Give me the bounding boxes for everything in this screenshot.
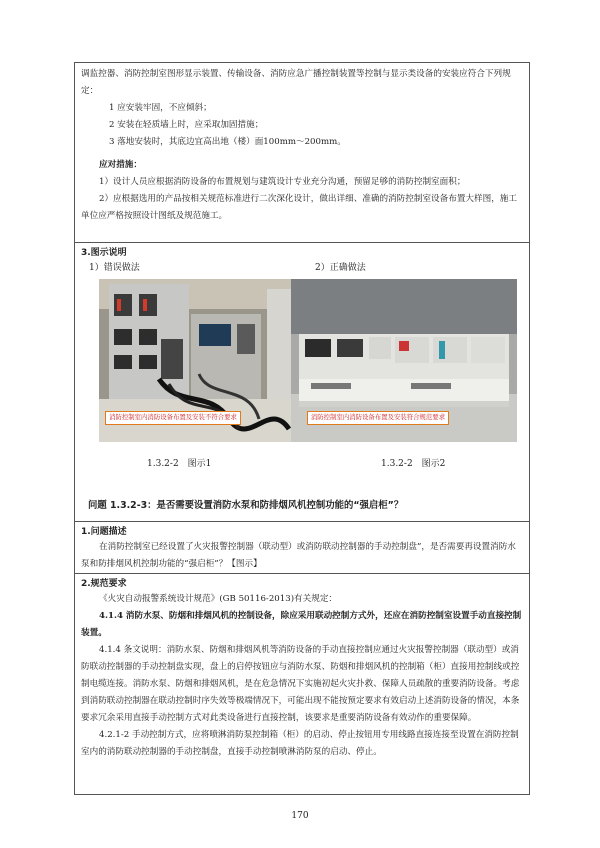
page-number: 170 [291,811,309,821]
wrong-practice-label: 1）错误做法 [89,263,140,273]
upper-table [74,62,530,522]
description-cell [75,522,529,574]
spec-clause-4-2-1: 4.2.1-2 手动控制方式，应将喷淋消防泵控制箱（柜）的启动、停止按钮用专用线路直接连接至设置在消防控制室内的消防联动控制器的手动控制盘，直接手动控制喷淋消防泵的启动、停止。 [81,730,519,757]
right-practice-label: 2）正确做法 [315,263,366,273]
illustration-title: 3.图示说明 [81,248,127,258]
upper-text-cell [75,63,529,243]
description-title: 1.问题描述 [81,527,127,537]
illustration-cell [75,243,529,521]
wrong-practice-tag: 消防控制室内消防设备布置及安装不符合要求 [105,411,241,425]
install-rule-1: 1 应安装牢固，不应倾斜； [109,103,212,113]
description-text: 在消防控制室已经设置了火灾报警控制器（联动型）或消防联动控制器的手动控制盘”，是否需要再设置消防水泵和防排烟风机控制功能的“强启柜”？【图示】 [81,542,516,569]
lower-table [74,521,530,795]
spec-source: 《火灾自动报警系统设计规范》(GB 50116-2013)有关规定： [99,594,338,604]
spec-cell [75,574,529,794]
caption-figure-1: 1.3.2-2 图示1 [147,459,212,469]
install-rule-3: 3 落地安装时，其底边宜高出地（楼）面100mm～200mm。 [109,137,346,147]
right-practice-tag: 消防控制室内消防设备布置及安装符合规范要求 [307,411,449,425]
measure-2: 2）应根据选用的产品按相关规范标准进行二次深化设计，做出详细、准确的消防控制室设备布置大样图，施工单位应严格按照设计图纸及规范施工。 [81,194,517,221]
measures-title: 应对措施： [99,160,142,170]
spec-clause-4-1-4: 4.1.4 消防水泵、防烟和排烟风机的控制设备，除应采用联动控制方式外，还应在消防控制室设置手动直接控制装置。 [81,611,522,638]
install-rule-2: 2 安装在轻质墙上时，应采取加固措施； [109,120,264,130]
install-rule-intro: 调监控器、消防控制室图形显示装置、传输设备、消防应急广播控制装置等控制与显示类设备的安装应符合下列规定： [81,69,511,96]
measure-1: 1）设计人员应根据消防设备的布置规划与建筑设计专业充分沟通，预留足够的消防控制室面积； [99,177,466,187]
spec-clause-explanation: 4.1.4 条文说明：消防水泵、防烟和排烟风机等消防设备的手动直接控制应通过火灾报警控制器（联动型）或消防联动控制器的手动控制盘实现，盘上的启停按钮应与消防水泵、防烟和排烟风机的控制箱（柜）直接用控制线或控制电缆连接。消防水泵、防烟和排烟风机，是在危急情况下实施初起火灾扑救、保障人员疏散的重要消防设备。考虑到消防联动控制器在联动控制时序失效等极端情况下，可能出现不能按预定要求有效启动上述消防设备的情况，本条要求冗余采用直接手动控制方式对此类设备进行直接控制，该要求是重要消防设备有效动作的重要保障。 [81,645,520,723]
question-heading: 问题 1.3.2-3：是否需要设置消防水泵和防排烟风机控制功能的“强启柜”？ [88,500,404,511]
caption-figure-2: 1.3.2-2 图示2 [381,459,446,469]
spec-title: 2.规范要求 [81,579,127,589]
